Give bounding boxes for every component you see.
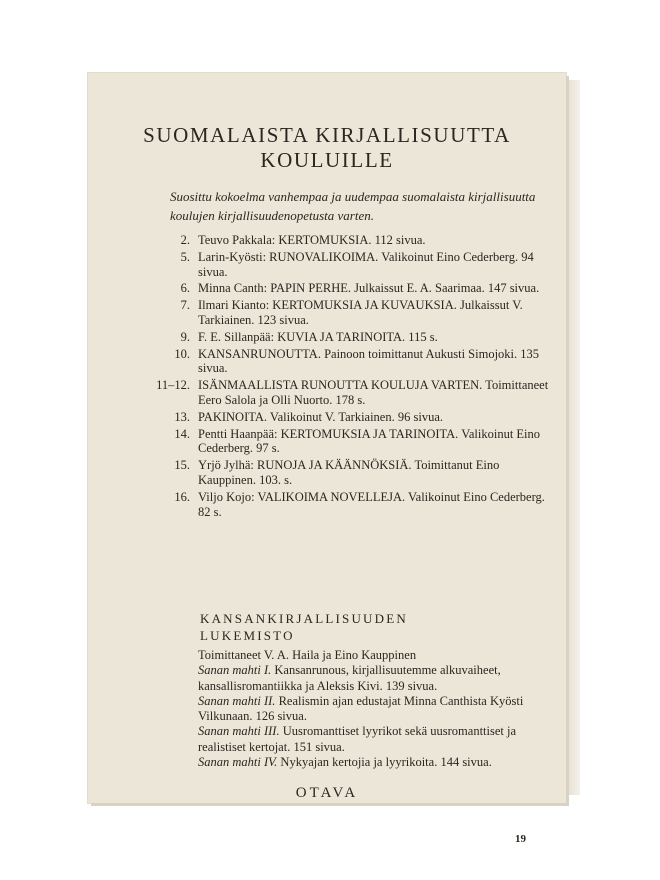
volume-entry [198, 755, 558, 770]
page-title-line2: KOULUILLE [260, 148, 394, 172]
item-text: KANSANRUNOUTTA. Painoon toimittanut Aukusti Simojoki. 135 sivua. [198, 346, 540, 376]
item-text: F. E. Sillanpää: KUVIA JA TARINOITA. 115 s. [198, 329, 438, 344]
volume-entry [198, 724, 558, 755]
list-item [138, 250, 558, 280]
item-number: 11–12. [156, 378, 190, 393]
section-heading-line2: LUKEMISTO [200, 628, 295, 643]
item-number: 15. [174, 458, 190, 473]
item-text: Viljo Kojo: VALIKOIMA NOVELLEJA. Valikoinut Eino Cederberg. 82 s. [198, 489, 545, 519]
volume-entry [198, 663, 558, 694]
list-item [138, 490, 558, 520]
volume-title: Sanan mahti I. [198, 663, 272, 678]
item-text: Teuvo Pakkala: KERTOMUKSIA. 112 sivua. [198, 233, 426, 247]
book-list [138, 233, 558, 521]
book-page [88, 73, 566, 845]
item-text: Yrjö Jylhä: RUNOJA JA KÄÄNNÖKSIÄ. Toimittanut Eino Kauppinen. 103. s. [198, 458, 500, 487]
page-title: SUOMALAISTA KIRJALLISUUTTA [143, 123, 511, 147]
section-editors: Toimittaneet V. A. Haila ja Eino Kauppinen [198, 648, 417, 662]
list-item [138, 233, 558, 248]
list-item [138, 330, 558, 345]
page-number: 19 [515, 833, 526, 845]
publisher-name: OTAVA [295, 785, 359, 801]
volume-desc: Uusromanttiset lyyrikot sekä uusromanttiset ja realistiset kertojat. 151 sivua. [198, 724, 517, 754]
list-item [138, 458, 558, 488]
item-number: 5. [180, 249, 190, 264]
item-number: 16. [174, 489, 190, 504]
item-text: Pentti Haanpää: KERTOMUKSIA JA TARINOITA. Valikoinut Eino Cederberg. 97 s. [198, 426, 541, 456]
item-number: 13. [174, 409, 190, 424]
item-number: 6. [180, 281, 190, 296]
volume-title: Sanan mahti III. [198, 724, 280, 739]
item-text: Minna Canth: PAPIN PERHE. Julkaissut E. A. Saarimaa. 147 sivua. [198, 281, 540, 296]
list-item [138, 347, 558, 377]
list-item [138, 410, 558, 425]
section-heading: KANSANKIRJALLISUUDEN [200, 611, 408, 626]
volume-title: Sanan mahti IV. [198, 755, 278, 770]
item-number: 9. [180, 329, 190, 344]
item-number: 7. [180, 298, 190, 313]
page-subtitle: Suosittu kokoelma vanhempaa ja uudempaa suomalaista kirjallisuutta koulujen kirjallisuudenopetusta varten. [170, 189, 536, 223]
volume-entry [198, 694, 558, 725]
item-text: ISÄNMAALLISTA RUNOUTTA KOULUJA VARTEN. Toimittaneet Eero Salola ja Olli Nuorto. 178 s. [198, 378, 549, 407]
page-edge [566, 80, 580, 795]
volume-desc: Nykyajan kertojia ja lyyrikoita. 144 sivua. [280, 755, 492, 770]
item-text: Ilmari Kianto: KERTOMUKSIA JA KUVAUKSIA. Julkaissut V. Tarkiainen. 123 sivua. [198, 298, 523, 327]
list-item [138, 298, 558, 328]
item-text: Larin-Kyösti: RUNOVALIKOIMA. Valikoinut Eino Cederberg. 94 sivua. [198, 249, 534, 279]
volume-desc: Realismin ajan edustajat Minna Canthista Kyösti Vilkunaan. 126 sivua. [198, 693, 524, 724]
item-number: 10. [174, 346, 190, 361]
item-number: 14. [174, 426, 190, 441]
list-item [138, 427, 558, 457]
item-number: 2. [180, 233, 190, 247]
list-item [138, 281, 558, 296]
volume-desc: Kansanrunous, kirjallisuutemme alkuvaiheet, kansallisromantiikka ja Aleksis Kivi. 139 sivua. [198, 663, 501, 693]
item-text: PAKINOITA. Valikoinut V. Tarkiainen. 96 sivua. [198, 409, 443, 424]
list-item [138, 378, 558, 408]
section-body [198, 648, 558, 770]
volume-title: Sanan mahti II. [198, 693, 276, 708]
